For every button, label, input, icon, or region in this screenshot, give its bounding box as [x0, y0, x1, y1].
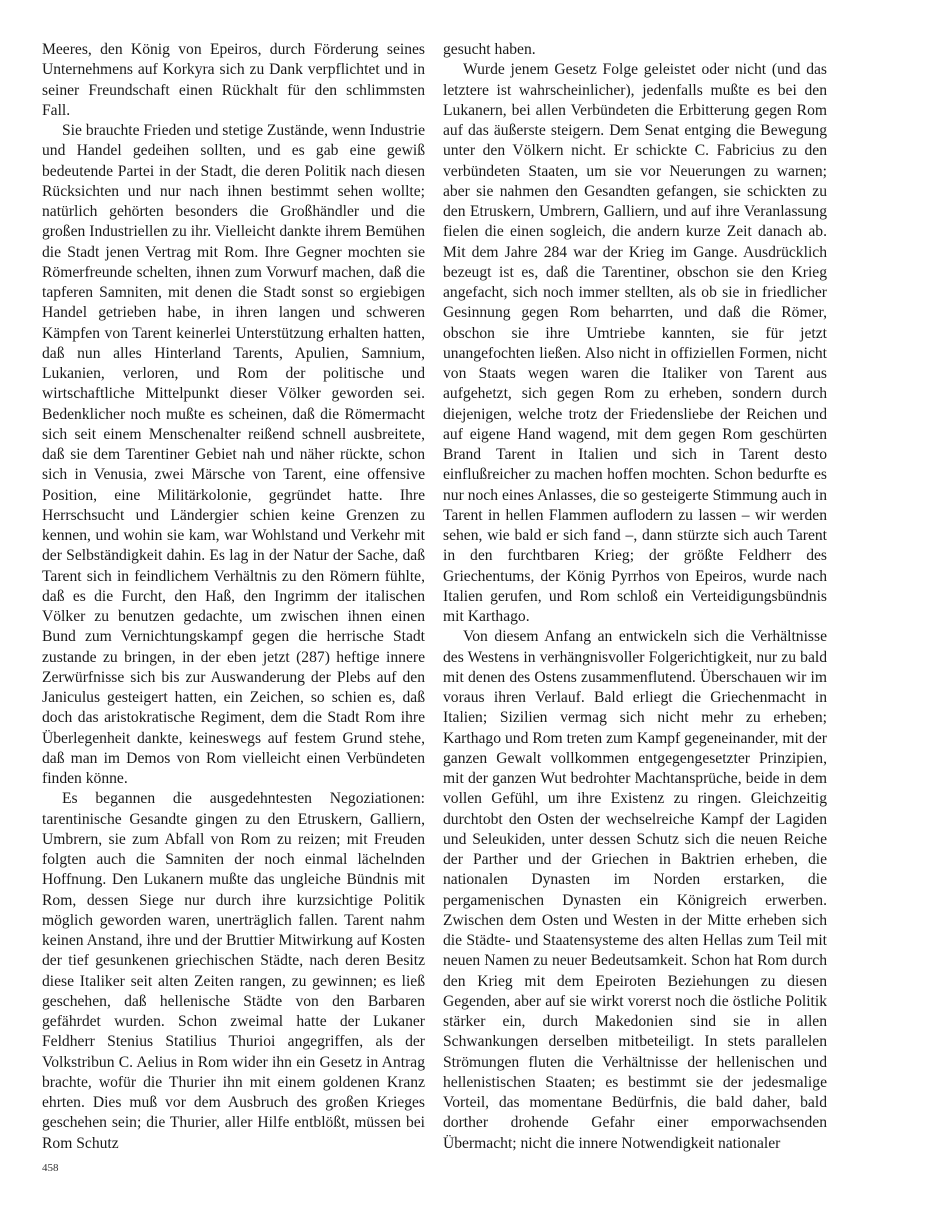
- left-column: [42, 40, 425, 1154]
- paragraph: Wurde jenem Gesetz Folge geleistet oder nicht (und das letztere ist wahrscheinlicher), jedenfalls mußte es bei den Lukanern, bei allen Verbündeten die Erbitterung gegen Rom auf das äußerste steigern. Dem Senat entging die Bewegung unter den Völkern nicht. Er schickte C. Fabricius zu den verbündeten Staaten, um sie vor Neuerungen zu warnen; aber sie nahmen den Gesandten gefangen, sie schickten zu den Etruskern, Umbrern, Galliern, und auf ihre Veranlassung fielen die einen sogleich, die andern kurze Zeit danach ab. Mit dem Jahre 284 war der Krieg im Gange. Ausdrücklich bezeugt ist es, daß die Tarentiner, obschon sie den Krieg angefacht, sich noch immer stellten, als ob sie in friedlicher Gesinnung gegen Rom beharrten, und daß die Römer, obschon sie ihre Umtriebe kannten, sie für jetzt unangefochten ließen. Also nicht in offiziellen Formen, nicht von Staats wegen waren die Italiker von Tarent aus aufgehetzt, sich gegen Rom zu erheben, sondern durch diejenigen, welche trotz der Friedensliebe der Reichen und auf eigene Hand wagend, mit dem gegen Rom geschürten Brand Tarent in Italien und sich in Tarent desto einflußreicher zu machen hoffen mochten. Schon bedurfte es nur noch eines Anlasses, die so gesteigerte Stimmung auch in Tarent in hellen Flammen auflodern zu lassen – wir werden sehen, wie bald er sich fand –, dann stürzte sich auch Tarent in den furchtbaren Krieg; der größte Feldherr des Griechentums, der König Pyrrhos von Epeiros, wurde nach Italien gerufen, und Rom schloß ein Verteidigungsbündnis mit Karthago.: [443, 61, 827, 625]
- paragraph: Von diesem Anfang an entwickeln sich die Verhältnisse des Westens in verhängnisvoller Folgerichtigkeit, nur zu bald mit denen des Ostens zusammenflutend. Überschauen wir im voraus ihren Verlauf. Bald erliegt die Griechenmacht in Italien; Sizilien vermag sich nicht mehr zu erheben; Karthago und Rom treten zum Kampf gegeneinander, mit der ganzen Gewalt vollkommen entgegengesetzter Prinzipien, mit der ganzen Wut bedrohter Machtansprüche, beide in dem vollen Gefühl, um ihre Existenz zu ringen. Gleichzeitig durchtobt den Osten der wechselreiche Kampf der Lagiden und Seleukiden, unter dessen Schutz sich die neuen Reiche der Parther und der Griechen in Baktrien erheben, die nationalen Dynasten im Norden erstarken, die pergamenischen Dynasten ein Königreich erwerben. Zwischen dem Osten und Westen in der Mitte erheben sich die Städte- und Staatensysteme des alten Hellas zum Teil mit neuen Namen zu neuer Bedeutsamkeit. Schon hat Rom durch den Krieg mit dem Epeiroten Beziehungen zu diesen Gegenden, aber auf sie wirkt vorerst noch die östliche Politik stärker ein, durch Makedonien sind sie in allen Schwankungen derselben mitbeteiligt. In stets parallelen Strömungen fluten die Verhältnisse der hellenischen und hellenistischen Staaten; es bestimmt sie der jedesmalige Vorteil, das momentane Bedürfnis, die bald daher, bald dorther drohende Gefahr einer emporwachsenden Übermacht; nicht die innere Notwendigkeit nationaler: [443, 628, 827, 1152]
- paragraph: gesucht haben.: [443, 41, 536, 58]
- page-number: 458: [42, 1162, 59, 1174]
- right-column: [443, 40, 827, 1154]
- paragraph: Meeres, den König von Epeiros, durch Förderung seines Unternehmens auf Korkyra sich zu Dank verpflichtet und in seiner Freundschaft einen Rückhalt für den schlimmsten Fall.: [42, 41, 425, 119]
- paragraph: Es begannen die ausgedehntesten Negoziationen: tarentinische Gesandte gingen zu den Etruskern, Galliern, Umbrern, sie zum Abfall von Rom zu reizen; mit Freuden folgten auch die Samniten der noch einmal lächelnden Hoffnung. Den Lukanern mußte das ungleiche Bündnis mit Rom, dessen Siege nur durch ihre kurzsichtige Politik möglich geworden waren, unerträglich fallen. Tarent nahm keinen Anstand, ihre und der Bruttier Mitwirkung auf Kosten der tief gesunkenen griechischen Städte, nach deren Besitz diese Italiker seit alten Zeiten rangen, zu gewinnen; es ließ geschehen, daß hellenische Städte von den Barbaren gefährdet wurden. Schon zweimal hatte der Lukaner Feldherr Stenius Statilius Thurioi angegriffen, als der Volkstribun C. Aelius in Rom wider ihn ein Gesetz in Antrag brachte, wofür die Thurier ihn mit einem goldenen Kranz ehrten. Dies muß vor dem Ausbruch des großen Krieges geschehen sein; die Thurier, aller Hilfe entblößt, müssen bei Rom Schutz: [42, 790, 425, 1152]
- paragraph: Sie brauchte Frieden und stetige Zustände, wenn Industrie und Handel gedeihen sollten, und es gab eine gewiß bedeutende Partei in der Stadt, die deren Politik nach diesen Rücksichten und nur nach ihnen bestimmt sehen wollte; natürlich gehörten besonders die Großhändler und die großen Industriellen zu ihr. Vielleicht dankte ihrem Bemühen die Stadt jenen Vertrag mit Rom. Ihre Gegner mochten sie Römerfreunde schelten, ihnen zum Vorwurf machen, daß die tapferen Samniten, mit denen die Stadt sonst so ergiebigen Handel getrieben habe, in ihren langen und schweren Kämpfen von Tarent keinerlei Unterstützung erhalten hatten, daß nun alles Hinterland Tarents, Apulien, Samnium, Lukanien, verloren, und Rom der politische und wirtschaftliche Mittelpunkt dieser Völker geworden sei. Bedenklicher noch mußte es scheinen, daß die Römermacht sich seit einem Menschenalter reißend schnell ausbreitete, daß sie dem Tarentiner Gebiet nah und näher rückte, schon sich in Venusia, zwei Märsche von Tarent, eine offensive Position, eine Militärkolonie, gegründet hatte. Ihre Herrschsucht und Ländergier schien keine Grenzen zu kennen, und wohin sie kam, war Wohlstand und Verkehr mit der Selbständigkeit dahin. Es lag in der Natur der Sache, daß Tarent sich in feindlichem Verhältnis zu den Römern fühlte, daß es die Furcht, den Haß, den Ingrimm der italischen Völker zu benutzen gedachte, um zwischen ihnen einen Bund zum Vernichtungskampf gegen die herrische Stadt zustande zu bringen, in der eben jetzt (287) heftige innere Zerwürfnisse sich bis zur Auswanderung der Plebs auf den Janiculus gesteigert hatten, ein Zeichen, so schien es, daß doch das aristokratische Regiment, dem die Stadt Rom ihre Überlegenheit dankte, keineswegs auf festem Grund stehe, daß man im Demos von Rom vielleicht einen Verbündeten finden könne.: [42, 122, 425, 787]
